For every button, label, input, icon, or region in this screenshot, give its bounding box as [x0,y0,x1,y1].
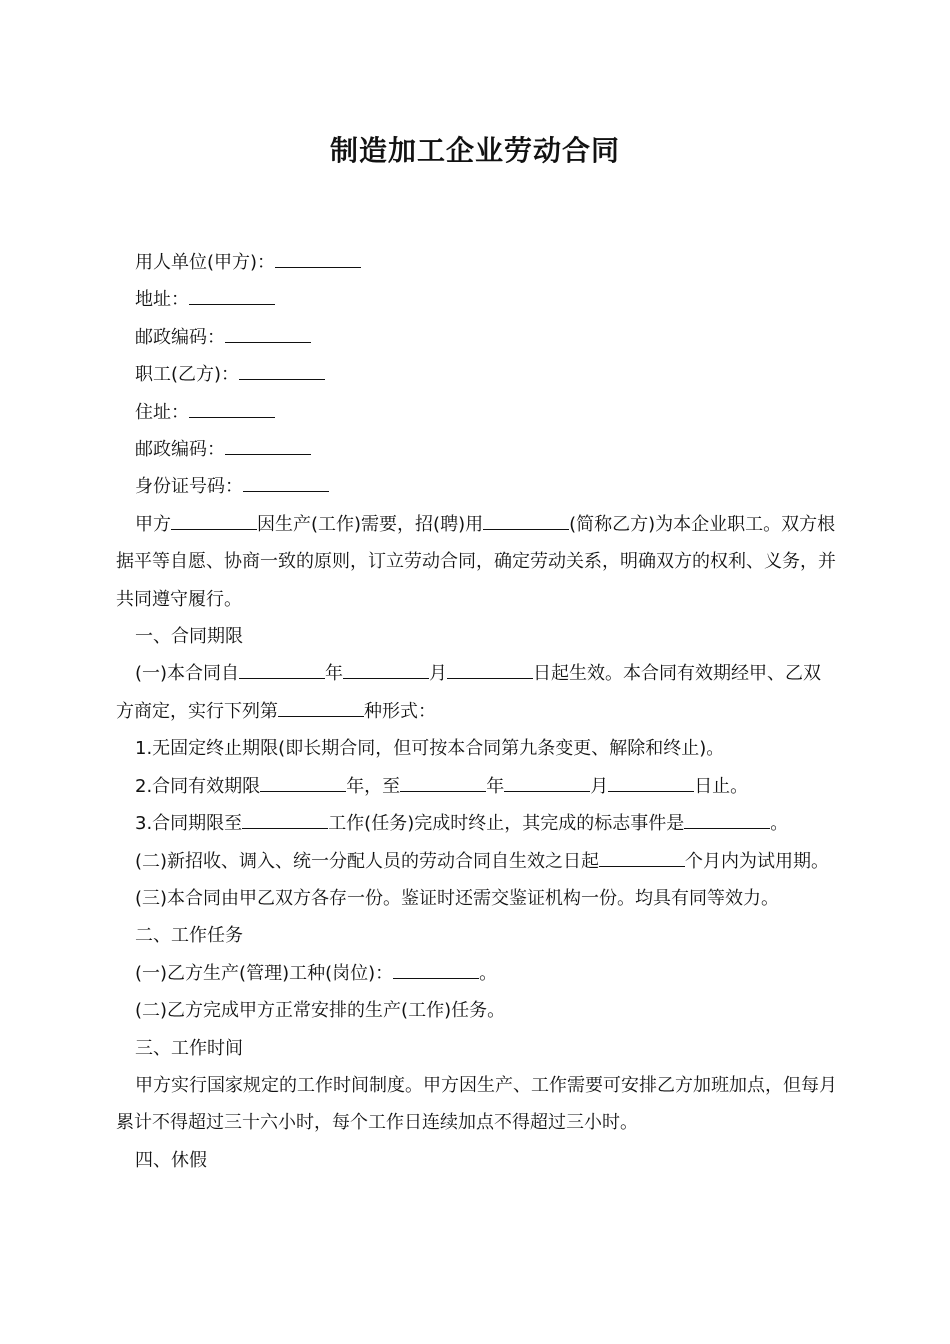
document-body [116,244,838,1179]
blank-line [343,664,429,679]
clause-2-1: (一)乙方生产(管理)工种(岗位)： 。 [135,962,498,984]
field-residence: 住址： [116,394,838,431]
blank-line [483,515,569,530]
section-heading: 二、工作任务 [135,925,243,947]
blank-line [504,777,590,792]
blank-line [225,440,311,455]
blank-line [189,290,275,305]
blank-line [239,664,325,679]
field-id-number: 身份证号码： [116,468,838,505]
option-3: 3.合同期限至 工作(任务)完成时终止，其完成的标志事件是 。 [135,813,789,835]
field-address: 地址： [116,281,838,318]
clause-1-2: (二)新招收、调入、统一分配人员的劳动合同自生效之日起 个月内为试用期。 [135,850,830,872]
blank-line [242,814,328,829]
clause-1-3: (三)本合同由甲乙双方各存一份。鉴证时还需交鉴证机构一份。均具有同等效力。 [135,887,780,909]
blank-line [393,964,479,979]
field-employee: 职工(乙方)： [116,356,838,393]
intro-paragraph: 甲方 因生产(工作)需要，招(聘)用 (简称乙方)为本企业职工。双方根据平等自愿、协商一致的原则，订立劳动合同，确定劳动关系，明确双方的权利、义务，并共同遵守履行。 [116,513,836,610]
blank-line [275,253,361,268]
field-postcode-employee: 邮政编码： [116,431,838,468]
field-postcode-employer: 邮政编码： [116,319,838,356]
option-1: 1.无固定终止期限(即长期合同，但可按本合同第九条变更、解除和终止)。 [135,738,725,760]
section-heading: 四、休假 [135,1149,207,1171]
document-title: 制造加工企业劳动合同 [329,134,620,167]
clause-1-1: (一)本合同自 年 月 日起生效。本合同有效期经甲、乙双方商定，实行下列第 种形式： [116,663,822,722]
blank-line [599,852,685,867]
blank-line [260,777,346,792]
blank-line [608,777,694,792]
option-2: 2.合同有效期限 年，至 年 月 日止。 [135,775,749,797]
blank-line [400,777,486,792]
field-employer: 用人单位(甲方)： [116,244,838,281]
blank-line [239,365,325,380]
clause-3: 甲方实行国家规定的工作时间制度。甲方因生产、工作需要可安排乙方加班加点，但每月累计不得超过三十六小时，每个工作日连续加点不得超过三小时。 [116,1074,837,1134]
section-heading: 一、合同期限 [135,626,243,648]
blank-line [447,664,533,679]
blank-line [189,403,275,418]
blank-line [225,328,311,343]
section-heading: 三、工作时间 [135,1037,243,1059]
blank-line [243,477,329,492]
blank-line [171,515,257,530]
blank-line [278,702,364,717]
clause-2-2: (二)乙方完成甲方正常安排的生产(工作)任务。 [135,1000,506,1022]
blank-line [684,814,770,829]
